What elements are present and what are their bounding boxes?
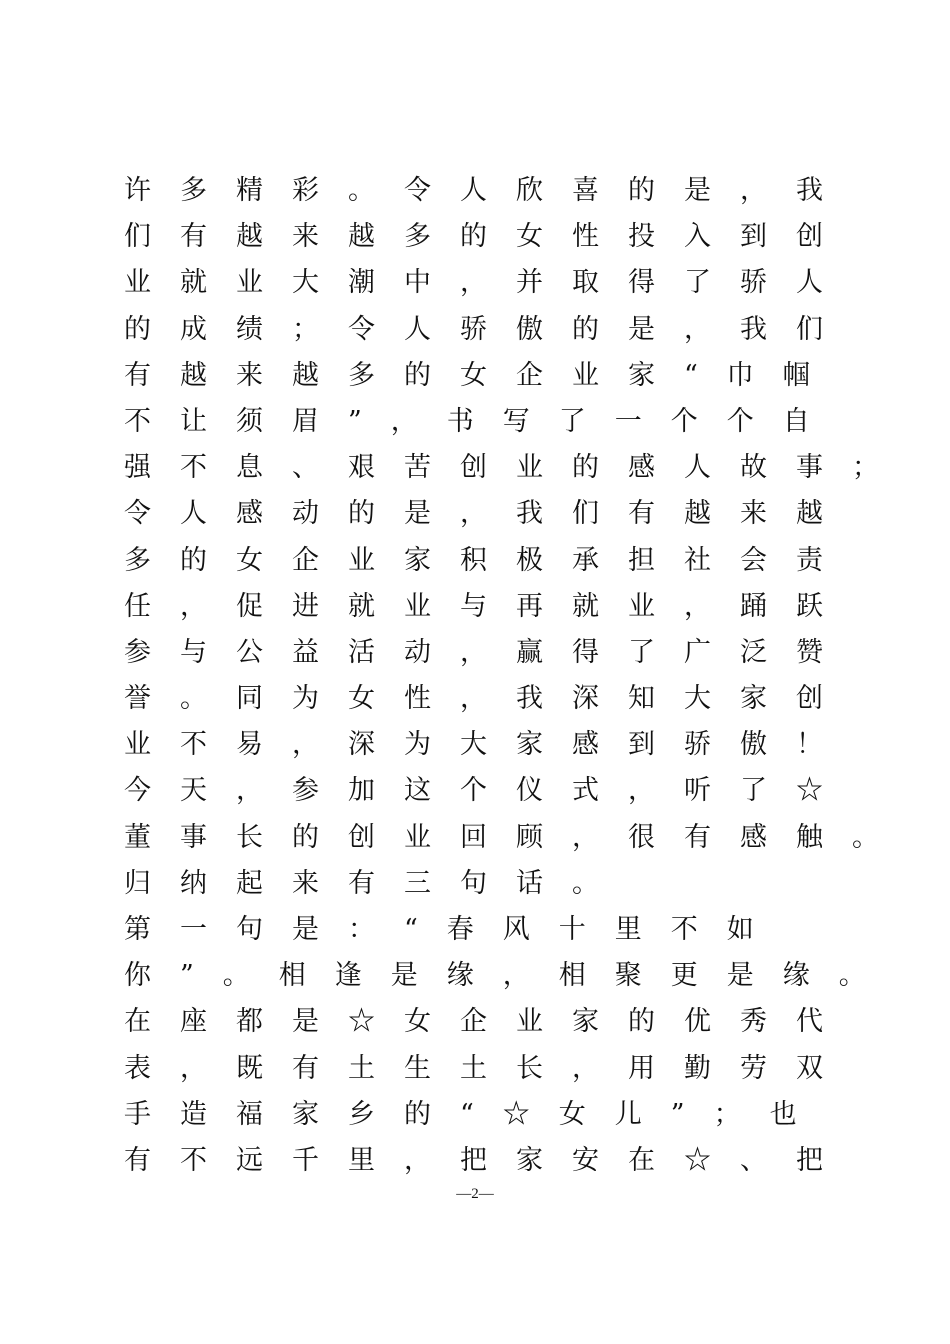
text-line: 誉。同为女性，我深知大家创 bbox=[124, 683, 852, 715]
text-line: 业就业大潮中，并取得了骄人 bbox=[124, 267, 852, 299]
text-line: 董事长的创业回顾，很有感触。 bbox=[124, 821, 908, 853]
text-line: 手造福家乡的“☆女儿”；也 bbox=[124, 1098, 826, 1130]
text-line: 第一句是：“春风十里不如 bbox=[124, 914, 783, 945]
text-line: 参与公益活动，赢得了广泛赞 bbox=[124, 636, 852, 668]
text-line: 有不远千里，把家安在☆、把 bbox=[124, 1144, 852, 1176]
text-line: 许多精彩。令人欣喜的是，我 bbox=[124, 175, 852, 206]
text-line: 有越来越多的女企业家“巾帼 bbox=[124, 359, 839, 391]
text-line: 业不易，深为大家感到骄傲！ bbox=[124, 729, 852, 761]
text-line: 你”。相逢是缘，相聚更是缘。 bbox=[124, 960, 895, 992]
page-number: —2— bbox=[456, 1186, 494, 1202]
text-line: 今天，参加这个仪式，听了☆ bbox=[124, 775, 852, 807]
text-line: 表，既有土生土长，用勤劳双 bbox=[124, 1052, 852, 1084]
text-line: 令人感动的是，我们有越来越 bbox=[124, 498, 852, 530]
text-line: 任，促进就业与再就业，踊跃 bbox=[124, 590, 852, 622]
text-line: 多的女企业家积极承担社会责 bbox=[124, 544, 852, 576]
text-line: 强不息、艰苦创业的感人故事； bbox=[124, 452, 908, 484]
text-line: 的成绩；令人骄傲的是，我们 bbox=[124, 313, 852, 345]
text-line: 在座都是☆女企业家的优秀代 bbox=[124, 1006, 852, 1038]
text-line: 们有越来越多的女性投入到创 bbox=[124, 221, 852, 253]
text-line: 不让须眉”，书写了一个个自 bbox=[124, 405, 839, 437]
body-text bbox=[124, 168, 908, 1184]
text-line: 归纳起来有三句话。 bbox=[124, 867, 628, 899]
